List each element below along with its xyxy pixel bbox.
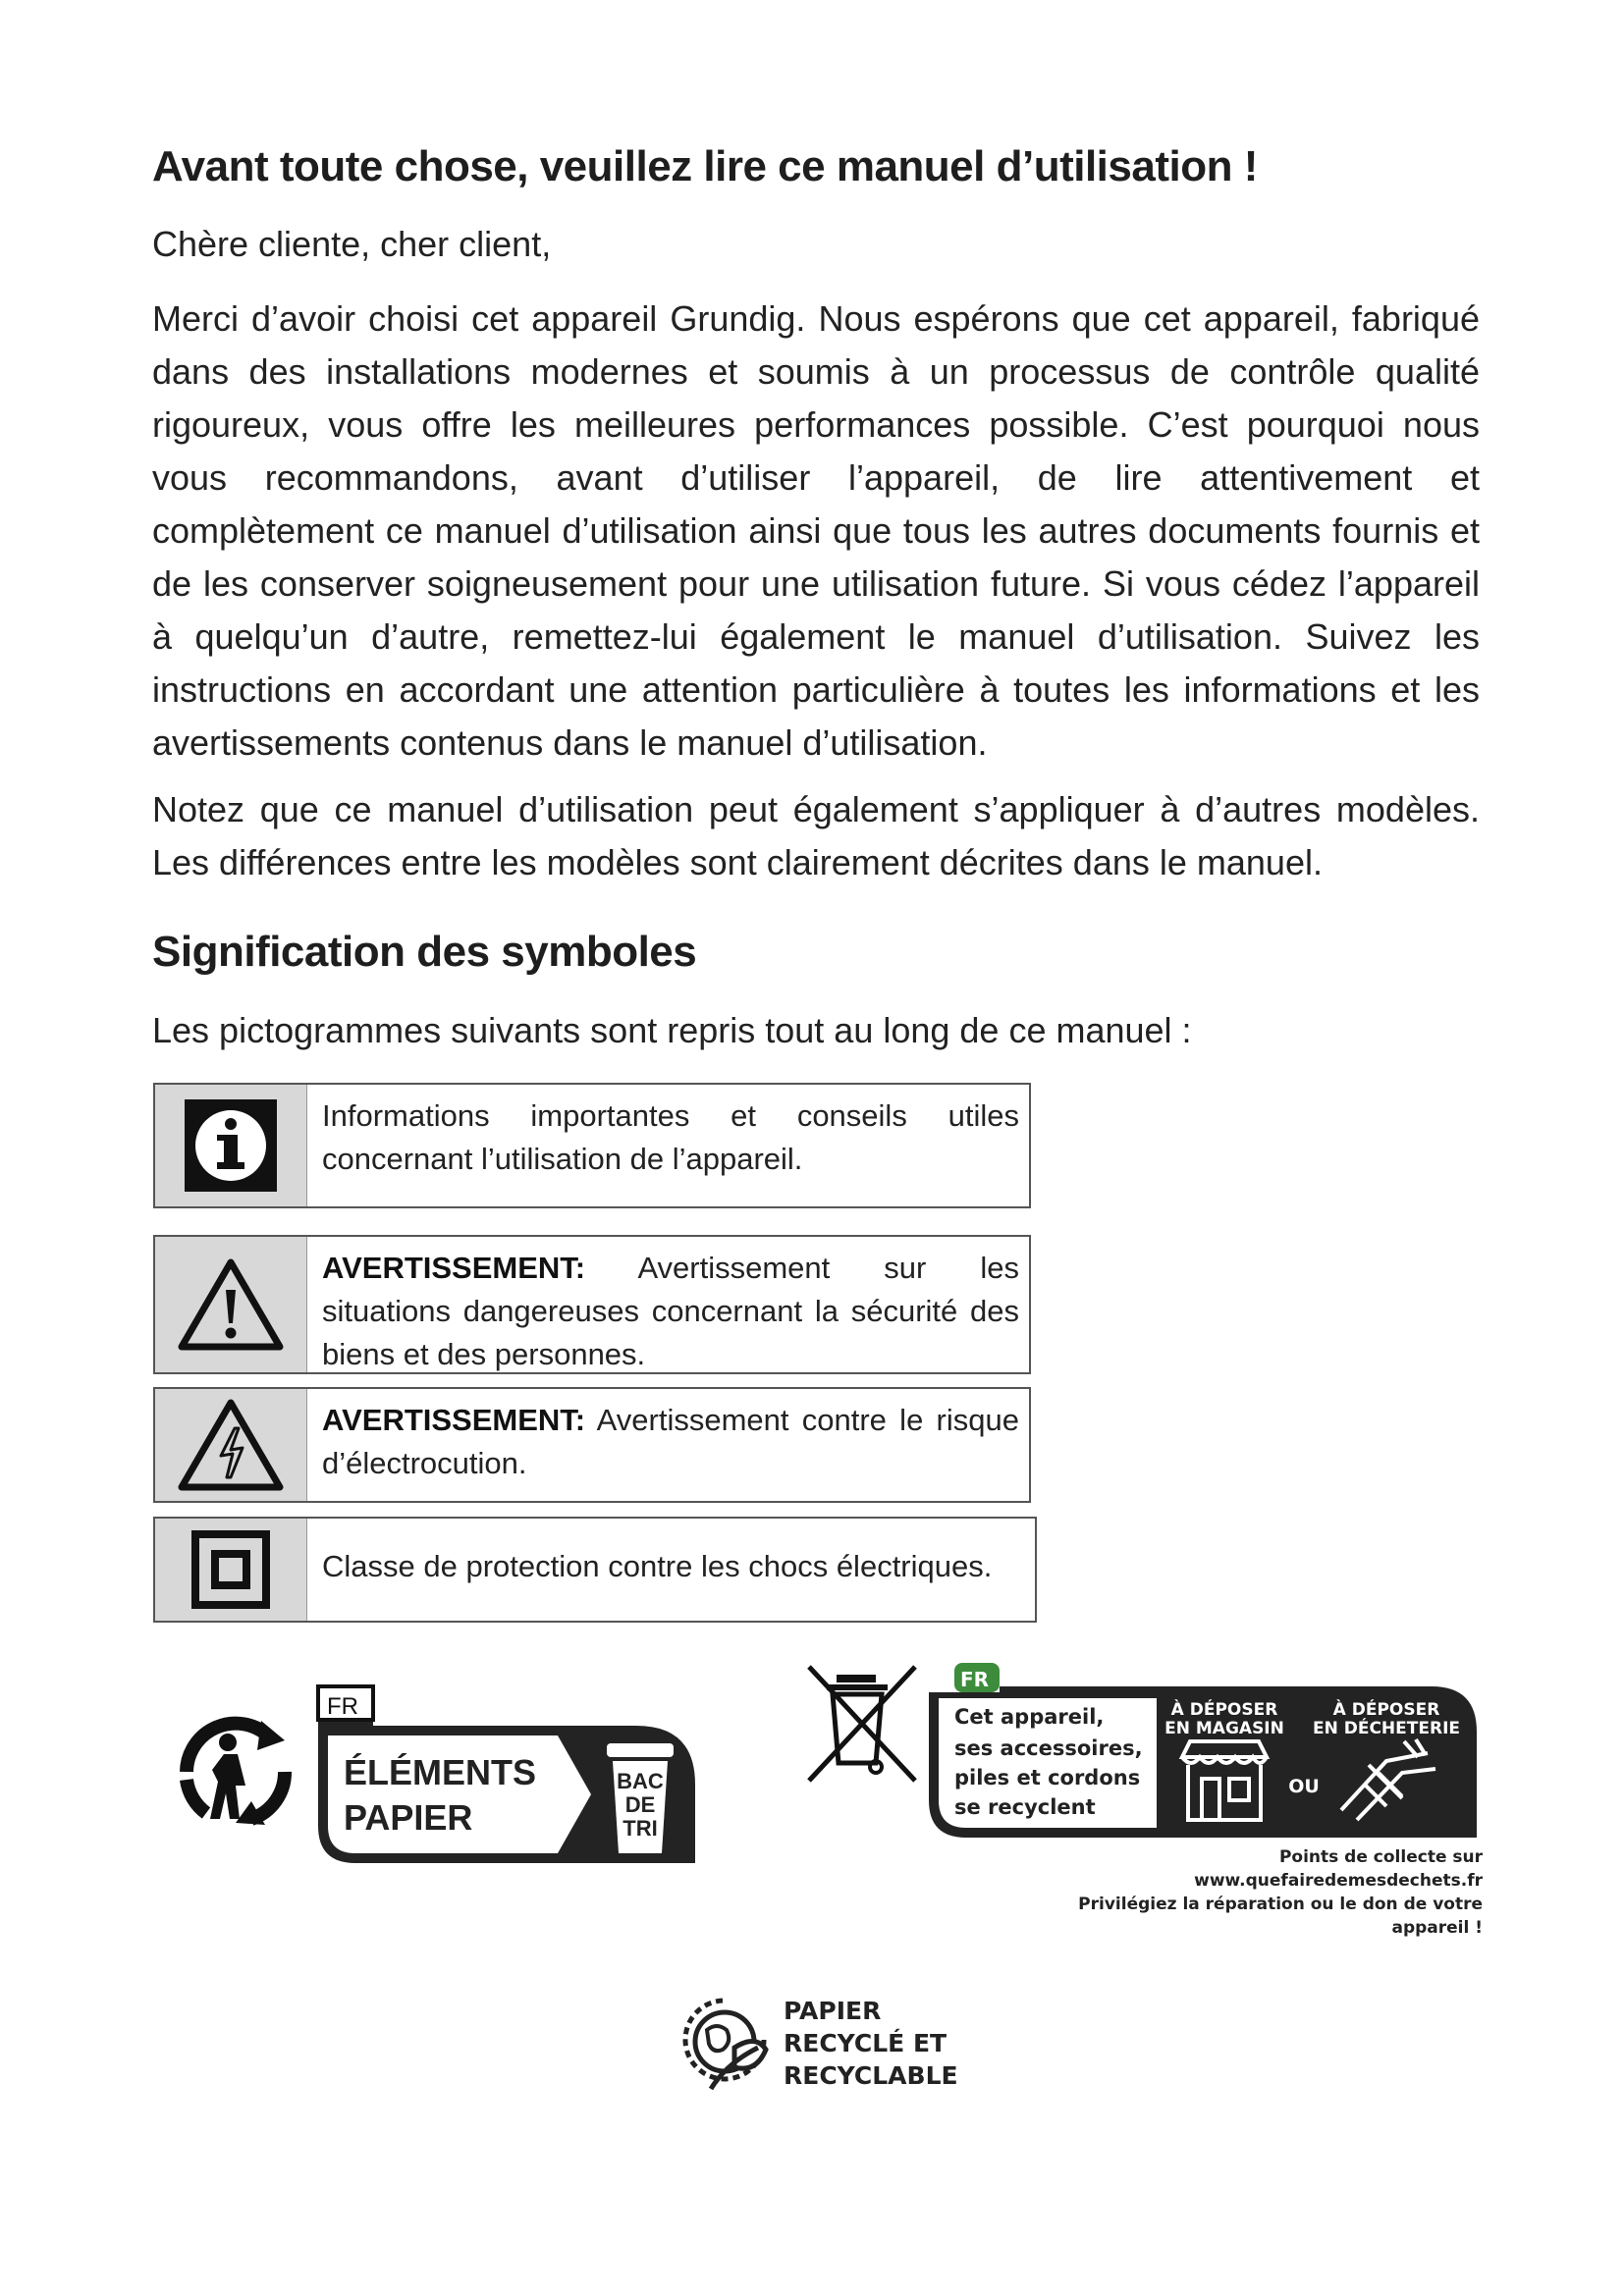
badge-country: FR <box>327 1693 358 1720</box>
device-text-4: se recyclent <box>954 1795 1096 1819</box>
store-label-1: À DÉPOSER <box>1170 1700 1278 1720</box>
double-insulation-icon <box>155 1519 307 1621</box>
device-text-2: ses accessoires, <box>954 1736 1143 1760</box>
info-icon <box>155 1085 307 1206</box>
greeting: Chère cliente, cher client, <box>152 224 552 264</box>
recycled-paper-label <box>784 1995 958 2092</box>
recycled-paper-globe-icon <box>674 1991 776 2098</box>
bin-line3: TRI <box>623 1816 658 1841</box>
device-text-1: Cet appareil, <box>954 1705 1105 1729</box>
collection-info <box>997 1845 1483 1940</box>
symbols-intro: Les pictogrammes suivants sont repris tout au long de ce manuel : <box>152 1010 1192 1050</box>
dump-label-1: À DÉPOSER <box>1332 1700 1440 1720</box>
symbol-desc: Avertissement contre le risque d’électrocution. <box>322 1403 1019 1480</box>
info-tri-device-badge <box>925 1663 1481 1850</box>
symbol-row-info <box>153 1083 1031 1208</box>
symbol-desc: Avertissement sur les situations dangereuses concernant la sécurité des biens et des personnes. <box>322 1251 1019 1371</box>
bin-line2: DE <box>624 1792 656 1817</box>
dump-label-2: EN DÉCHETERIE <box>1312 1719 1461 1738</box>
symbol-desc: Classe de protection contre les chocs électriques. <box>322 1549 993 1583</box>
bin-line1: BAC <box>617 1769 664 1793</box>
weee-crossed-bin-icon <box>803 1661 921 1793</box>
page-title: Avant toute chose, veuillez lire ce manuel d’utilisation ! <box>152 142 1258 190</box>
symbol-desc: Informations importantes et conseils utiles concernant l’utilisation de l’appareil. <box>322 1098 1019 1176</box>
store-label-2: EN MAGASIN <box>1164 1719 1284 1738</box>
collection-line-1: Points de collecte sur www.quefairedemesdechets.fr <box>1194 1847 1483 1891</box>
eco-line-1: PAPIER <box>784 1997 882 2025</box>
or-label: OU <box>1288 1776 1320 1797</box>
info-tri-paper-badge <box>314 1679 699 1876</box>
eco-line-2: RECYCLÉ ET <box>784 2029 947 2057</box>
intro-paragraph: Merci d’avoir choisi cet appareil Grundig. Nous espérons que cet appareil, fabriqué dans des installations modernes et soumis à un processus de contrôle qualité rigoureux, vous offre les meilleures performances possible. C’est pourquoi nous vous recommandons, avant d’utiliser l’appareil, de lire attentivement et complètement ce manuel d’utilisation ainsi que tous les autres documents fournis et de les conserver soigneusement pour une utilisation future. Si vous cédez l’appareil à quelqu’un d’autre, remettez-lui également le manuel d’utilisation. Suivez les instructions en accordant une attention particulière à toutes les informations et les avertissements contenus dans le manuel d’utilisation. <box>152 298 1480 763</box>
eco-line-3: RECYCLABLE <box>784 2061 958 2090</box>
symbol-row-protection-class <box>153 1517 1037 1623</box>
device-text-3: piles et cordons <box>954 1766 1141 1789</box>
symbol-row-warning <box>153 1235 1031 1374</box>
symbol-label: AVERTISSEMENT: <box>322 1403 586 1437</box>
symbol-label: AVERTISSEMENT: <box>322 1251 586 1285</box>
triman-recycling-logo <box>167 1703 304 1845</box>
models-paragraph: Notez que ce manuel d’utilisation peut également s’appliquer à d’autres modèles. Les différences entre les modèles sont clairement décrites dans le manuel. <box>152 789 1480 882</box>
symbols-heading: Signification des symboles <box>152 928 697 976</box>
collection-line-2: Privilégiez la réparation ou le don de votre appareil ! <box>1078 1895 1483 1938</box>
symbol-row-electric <box>153 1387 1031 1503</box>
electric-shock-icon <box>155 1389 307 1501</box>
badge-line2: PAPIER <box>344 1797 473 1838</box>
warning-triangle-icon <box>155 1237 307 1372</box>
device-badge-country: FR <box>960 1668 990 1691</box>
badge-line1: ÉLÉMENTS <box>344 1752 537 1792</box>
